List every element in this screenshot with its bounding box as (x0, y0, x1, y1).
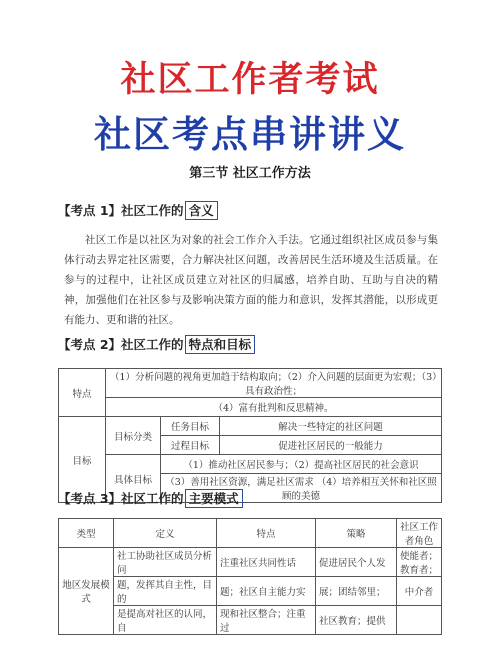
strategy-line: 社区教育；提供 (316, 606, 397, 635)
definition-paragraph (64, 230, 438, 330)
specific-goal-line-2: （3）善用社区资源，满足社区需求 （4）培养相互关怀和社区照顾的美德 (161, 474, 442, 503)
models-header-type: 类型 (59, 519, 114, 548)
models-header-strategy: 策略 (316, 519, 397, 548)
point1-heading (58, 201, 218, 219)
model-type-community-development: 地区发展模式 (59, 548, 114, 635)
process-goal-text: 促进社区居民的一般能力 (220, 436, 442, 455)
strategy-line: 促进居民个人发 (316, 548, 397, 577)
definition-line: 是提高对社区的认同，自 (114, 606, 217, 635)
point2-heading-prefix: 【考点 2】社区工作的 (58, 337, 184, 352)
point2-heading-boxed: 特点和目标 (185, 335, 256, 354)
point3-heading-boxed: 主要模式 (185, 489, 243, 508)
goal-label: 目标 (59, 417, 106, 503)
role-line: 中介者 (397, 577, 442, 606)
traits-line: 现和社区整合；注重过 (217, 606, 316, 635)
models-header-definition: 定义 (114, 519, 217, 548)
point3-heading (58, 489, 243, 507)
goal-category-label: 目标分类 (106, 417, 161, 455)
specific-goal-line-1: （1）推动社区居民参与；（2）提高社区居民的社会意识 (161, 455, 442, 474)
process-goal-label: 过程目标 (161, 436, 220, 455)
specific-goal-label: 具体目标 (106, 455, 161, 503)
point1-heading-prefix: 【考点 1】社区工作的 (58, 203, 184, 218)
point1-heading-boxed: 含义 (185, 201, 218, 220)
traits-line: 注重社区共同性话 (217, 548, 316, 577)
traits-line-1: （1）分析问题的视角更加趋于结构取向；（2）介入问题的层面更为宏观；（3）具有政治性； (106, 369, 442, 398)
traits-goals-table (58, 368, 442, 503)
task-goal-text: 解决一些特定的社区问题 (220, 417, 442, 436)
role-line: 使能者；教育者； (397, 548, 442, 577)
models-header-traits: 特点 (217, 519, 316, 548)
models-header-role: 社区工作者角色 (397, 519, 442, 548)
definition-text: 社区工作是以社区为对象的社会工作介入手法。它通过组织社区成员参与集体行动去界定社区需要，合力解决社区问题，改善居民生活环境及生活质量。在参与的过程中，让社区成员建立对社区的归属感，培养自助、互助与自决的精神，加强他们在社区参与及影响决策方面的能力和意识，发挥其潜能，以形成更有能力、更和谐的社区。 (64, 234, 438, 326)
definition-line: 题，发挥其自主性，目的 (114, 577, 217, 606)
point3-heading-prefix: 【考点 3】社区工作的 (58, 491, 184, 506)
point2-heading (58, 335, 255, 353)
task-goal-label: 任务目标 (161, 417, 220, 436)
sub-title: 社区考点串讲讲义 (94, 113, 406, 156)
definition-line: 社工协助社区成员分析问 (114, 548, 217, 577)
traits-line-2: （4）富有批判和反思精神。 (106, 398, 442, 417)
main-title: 社区工作者考试 (120, 60, 380, 100)
role-line (397, 606, 442, 635)
section-title: 第三节 社区工作方法 (189, 166, 311, 181)
traits-line: 题；社区自主能力实 (217, 577, 316, 606)
models-table (58, 518, 442, 635)
traits-label: 特点 (59, 369, 106, 417)
strategy-line: 展；团结邻里； (316, 577, 397, 606)
